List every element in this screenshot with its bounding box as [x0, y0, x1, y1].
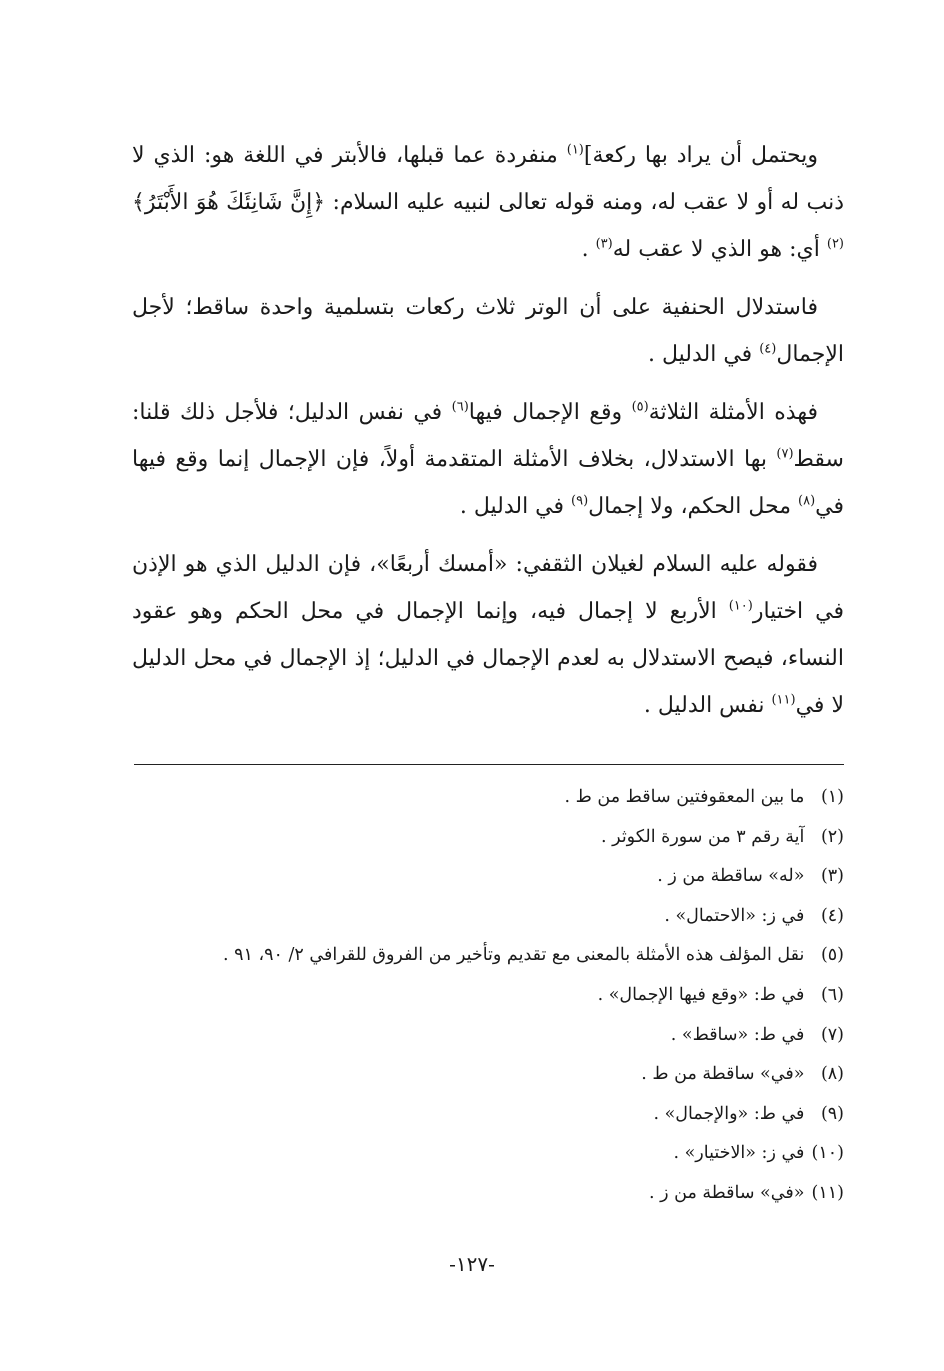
footnotes	[134, 778, 844, 1214]
footnote-text: في ط: «وقع فيها الإجمال» .	[597, 984, 805, 1005]
footnote-ref: (١٠)	[728, 598, 753, 614]
footnote-ref: (٩)	[571, 493, 589, 509]
paragraph-text: منفردة عما قبلها، فالأبتر في اللغة هو: الذي لا ذنب له أو لا عقب له، ومنه قوله تعالى لنبيه عليه السلام: ﴿إِنَّ شَانِئَكَ هُوَ الأَبْتَرُ﴾	[132, 143, 845, 215]
footnote-item	[134, 1134, 844, 1174]
footnote-ref: (٢)	[826, 236, 844, 252]
footnote-ref: (٤)	[759, 341, 777, 357]
paragraph-text: فاستدلال الحنفية على أن الوتر ثلاث ركعات بتسلمية واحدة ساقط؛ لأجل الإجمال	[132, 295, 844, 367]
paragraph-text: في الدليل .	[647, 342, 760, 367]
footnote-number: (١)	[820, 787, 844, 807]
footnote-item	[134, 897, 844, 937]
paragraph-text: بها الاستدلال، بخلاف الأمثلة المتقدمة أولاً، فإن الإجمال إنما وقع فيها في	[132, 447, 844, 519]
footnote-item	[134, 1016, 844, 1056]
footnote-item	[134, 778, 844, 818]
page-number: -١٢٧-	[449, 1252, 495, 1276]
footnote-text: في ط: «والإجمال» .	[653, 1103, 805, 1124]
footnote-number: (٣)	[820, 866, 844, 887]
footnote-text: «في» ساقطة من ز .	[648, 1182, 805, 1203]
footnote-number: (٨)	[820, 1064, 844, 1085]
footnote-text: في ط: «ساقط» .	[670, 1024, 805, 1045]
paragraph	[132, 284, 844, 378]
footnote-text: في ز: «الاحتمال» .	[664, 905, 805, 926]
paragraph	[132, 541, 844, 729]
paragraph-text: ويحتمل أن يراد بها ركعة]	[583, 143, 819, 168]
footnote-number: (١١)	[811, 1182, 844, 1203]
paragraph-text: فقوله عليه السلام لغيلان الثقفي: «أمسك أربعًا»، فإن الدليل الذي هو الإذن في اختيار	[132, 552, 844, 624]
paragraph-text: أي: هو الذي لا عقب له	[612, 237, 827, 262]
paragraph-text: .	[581, 237, 596, 262]
footnote-ref: (١١)	[771, 692, 796, 708]
footnote-item	[134, 1174, 844, 1214]
footnote-item	[134, 857, 844, 897]
paragraph-text: الأربع لا إجمال فيه، وإنما الإجمال في محل الحكم وهو عقود النساء، فيصح الاستدلال به لعدم الإجمال في الدليل؛ إذ الإجمال في محل الدليل لا في	[132, 599, 844, 718]
footnote-number: (٢)	[820, 826, 844, 847]
footnote-number: (١٠)	[811, 1143, 844, 1164]
footnote-number: (٤)	[820, 905, 844, 926]
footnote-text: في ز: «الاختيار» .	[673, 1143, 805, 1164]
footnote-ref: (٧)	[776, 446, 794, 462]
footnote-ref: (٨)	[798, 493, 816, 509]
footnote-item	[134, 1095, 844, 1135]
paragraph-text: في الدليل .	[459, 494, 572, 519]
footnote-divider	[134, 764, 844, 765]
footnote-number: (٩)	[820, 1103, 844, 1124]
footnote-text: «له» ساقطة من ز .	[657, 866, 805, 887]
paragraph	[132, 132, 844, 273]
footnote-number: (٧)	[820, 1024, 844, 1045]
footnote-ref: (١)	[566, 142, 584, 158]
footnote-item	[134, 1055, 844, 1095]
paragraph	[132, 389, 844, 530]
footnote-text: نقل المؤلف هذه الأمثلة بالمعنى مع تقديم وتأخير من الفروق للقرافي ٢/ ٩٠، ٩١ .	[222, 945, 805, 966]
footnote-ref: (٣)	[595, 236, 613, 252]
footnote-ref: (٦)	[451, 399, 469, 415]
paragraph-text: فهذه الأمثلة الثلاثة	[648, 400, 818, 425]
footnote-number: (٦)	[820, 984, 844, 1005]
footnote-number: (٥)	[820, 945, 844, 966]
footnote-text: ما بين المعقوفتين ساقط من ط .	[564, 787, 805, 807]
paragraph-text: في نفس الدليل؛ فلأجل ذلك قلنا: سقط	[132, 400, 844, 472]
main-text	[132, 132, 844, 740]
paragraph-text: وقع الإجمال فيها	[468, 400, 632, 425]
footnote-item	[134, 936, 844, 976]
footnote-item	[134, 818, 844, 858]
paragraph-text: نفس الدليل .	[643, 693, 772, 718]
footnote-item	[134, 976, 844, 1016]
paragraph-text: محل الحكم، ولا إجمال	[588, 494, 798, 519]
footnote-text: آية رقم ٣ من سورة الكوثر .	[601, 826, 805, 847]
footnote-ref: (٥)	[631, 399, 649, 415]
footnote-text: «في» ساقطة من ط .	[641, 1064, 805, 1085]
